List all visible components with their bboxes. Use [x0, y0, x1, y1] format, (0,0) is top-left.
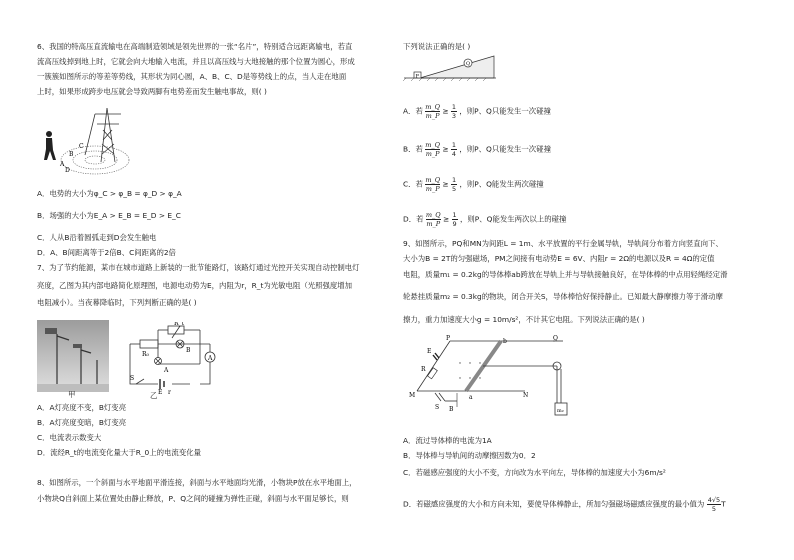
ratio-mq-mp-c: $\frac{m\_Q}{m\_P}$	[425, 176, 441, 193]
fraction-b: $\frac{1}{4}$	[451, 141, 457, 158]
q6-option-c: C．人从B沿着圆弧走到D会发生触电	[37, 233, 157, 242]
switch-s-label: S	[130, 375, 135, 382]
q6-option-d: D．A、B间距离等于2倍B、C间距离的2倍	[37, 248, 176, 257]
rod-b-label: b	[503, 338, 507, 345]
q8-line2: 小物块Q自斜面上某位置处由静止释放，P、Q之间的碰撞为弹性正碰，斜面与水平面足够长，则	[37, 494, 349, 503]
q9-option-a: A．流过导体棒的电流为1A	[403, 436, 492, 445]
caption-yi: 乙	[150, 391, 158, 400]
q9-option-b: B．导体棒与导轨间的动摩擦因数为0．2	[403, 451, 536, 460]
rail-n-label: N	[523, 392, 529, 399]
block-q-label: Q	[466, 61, 471, 67]
q9-option-d: D．若磁感应强度的大小和方向未知，要使导体棒静止，所加匀强磁场磁感应强度的最小值为 $\frac{4√5}{5}$ T	[403, 496, 726, 513]
q9-line1: 9、如图所示，PQ和MN为间距L = 1m、水平放置的平行金属导轨，导轨间分布着方向竖直向下、	[403, 239, 723, 248]
q9-option-c: C．若磁感应强度的大小不变，方向改为水平向左，导体棒的加速度大小为6m/s²	[403, 468, 666, 477]
emf-e-label-9: E	[427, 348, 432, 355]
fraction-a: $\frac{1}{3}$	[451, 103, 457, 120]
ratio-mq-mp-b: $\frac{m\_Q}{m\_P}$	[425, 141, 440, 158]
q8-line1: 8、如图所示，一个斜面与水平地面平滑连接，斜面与水平地面均光滑，小物块P放在水平地面上，	[37, 478, 357, 487]
q7-option-b: B．A灯亮度变暗，B灯变亮	[37, 418, 127, 427]
q8-option-c: C．若 $\frac{m\_Q}{m\_P}$ ≥ $\frac{1}{5}$ ，则P、Q能发生两次碰撞	[403, 176, 544, 193]
rail-p-label: P	[446, 335, 451, 342]
fraction-d: $\frac{1}{9}$	[452, 211, 457, 228]
resistor-r-label: R	[421, 366, 426, 373]
mass-m2-label: m₂	[557, 408, 564, 414]
ratio-mq-mp-a: $\frac{m\_Q}{m\_P}$	[425, 103, 440, 120]
ammeter-label: A	[208, 355, 213, 362]
q6-option-a: A．电势的大小为φ_C > φ_B = φ_D > φ_A	[37, 189, 182, 198]
lamp-circuit-diagram	[120, 322, 220, 394]
rt-label: R_t	[174, 322, 184, 327]
q6-line3: 一簇簇如图所示的等差等势线，其形状为同心圆，A、B、C、D是等势线上的点，当人走在地面	[37, 72, 347, 81]
lamp-a-label: A	[164, 367, 169, 374]
q9-line2: 大小为B = 2T的匀强磁场，PM之间接有电动势E = 6V、内阻r = 2Ω的电源以及R = 4Ω的定值	[403, 254, 715, 263]
q9-line3: 电阻，质量m₁ = 0.2kg的导体棒ab跨放在导轨上并与导轨接触良好，在导体棒的中点用轻绳经定滑	[403, 270, 728, 279]
street-lamp-photo	[37, 320, 109, 392]
q6-line1: 6、我国的特高压直流输电在高端制造领域是领先世界的一张“名片”，特别适合远距离输电，若直	[37, 42, 353, 51]
point-c-label: C	[79, 143, 84, 150]
ratio-mq-mp-d: $\frac{m\_Q}{m\_P}$	[425, 211, 441, 228]
min-b-fraction: $\frac{4√5}{5}$	[707, 496, 721, 513]
q6-line2: 流高压线掉到地上时，它就会向大地输入电流，并且以高压线与大地接触的那个位置为圆心，形成	[37, 57, 355, 66]
fraction-c: $\frac{1}{5}$	[451, 176, 457, 193]
q8-option-b: B．若 $\frac{m\_Q}{m\_P}$ ≥ $\frac{1}{4}$ ，则P、Q只能发生一次碰撞	[403, 141, 551, 158]
q8-option-a: A．若 $\frac{m\_Q}{m\_P}$ ≥ $\frac{1}{3}$ ，则P、Q只能发生一次碰撞	[403, 103, 551, 120]
q8-option-d: D．若 $\frac{m\_Q}{m\_P}$ ≥ $\frac{1}{9}$ ，则P、Q能发生两次以上的碰撞	[403, 211, 567, 228]
q7-option-c: C．电流表示数变大	[37, 433, 102, 442]
q9-line4: 轮悬挂质量m₂ = 0.3kg的物块，闭合开关S，导体棒恰好保持静止。已知最大静摩擦力等于滑动摩	[403, 292, 723, 301]
q9-line5: 擦力，重力加速度大小g = 10m/s²，不计其它电阻。下列说法正确的是( )	[403, 315, 645, 324]
point-d-label: D	[65, 167, 70, 174]
q7-line3: 电阻减小）。当夜幕降临时，下列判断正确的是( )	[37, 298, 197, 307]
block-p-label: P	[415, 73, 419, 80]
q7-option-a: A．A灯亮度不变，B灯变亮	[37, 403, 127, 412]
incline-figure	[402, 52, 498, 82]
field-b-label: B	[449, 406, 454, 413]
q6-option-b: B．场强的大小为E_A > E_B = E_D > E_C	[37, 211, 181, 220]
q6-line4: 上时，如果形成跨步电压就会导致两脚有电势差而发生触电事故，则( )	[37, 87, 267, 96]
lamp-b-label: B	[186, 347, 191, 354]
q7-line2: 亮度，乙图为其内部电路简化原理图，电源电动势为E，内阻为r，R_t为光敏电阻（光照强度增加	[37, 281, 353, 290]
rail-m-label: M	[409, 392, 416, 399]
rod-a-label: a	[469, 394, 473, 401]
q7-line1: 7、为了节约能源，某市在城市道路上新装的一批节能路灯，该路灯通过光控开关实现自动控制电灯	[37, 263, 360, 272]
rail-circuit-figure	[405, 333, 580, 431]
switch-s-label-9: S	[435, 404, 440, 411]
caption-jia: 甲	[68, 390, 76, 399]
transmission-tower-figure	[35, 100, 135, 178]
point-a-label: A	[60, 161, 65, 168]
emf-e-label: E	[158, 389, 163, 394]
rail-q-label: Q	[553, 335, 558, 342]
q7-option-d: D．流经R_t的电流变化量大于R_0上的电流变化量	[37, 448, 201, 457]
q8-intro: 下列说法正确的是( )	[403, 42, 471, 51]
internal-r-label: r	[168, 389, 171, 394]
r0-label: R₀	[142, 351, 149, 358]
point-b-label: B	[69, 151, 74, 158]
